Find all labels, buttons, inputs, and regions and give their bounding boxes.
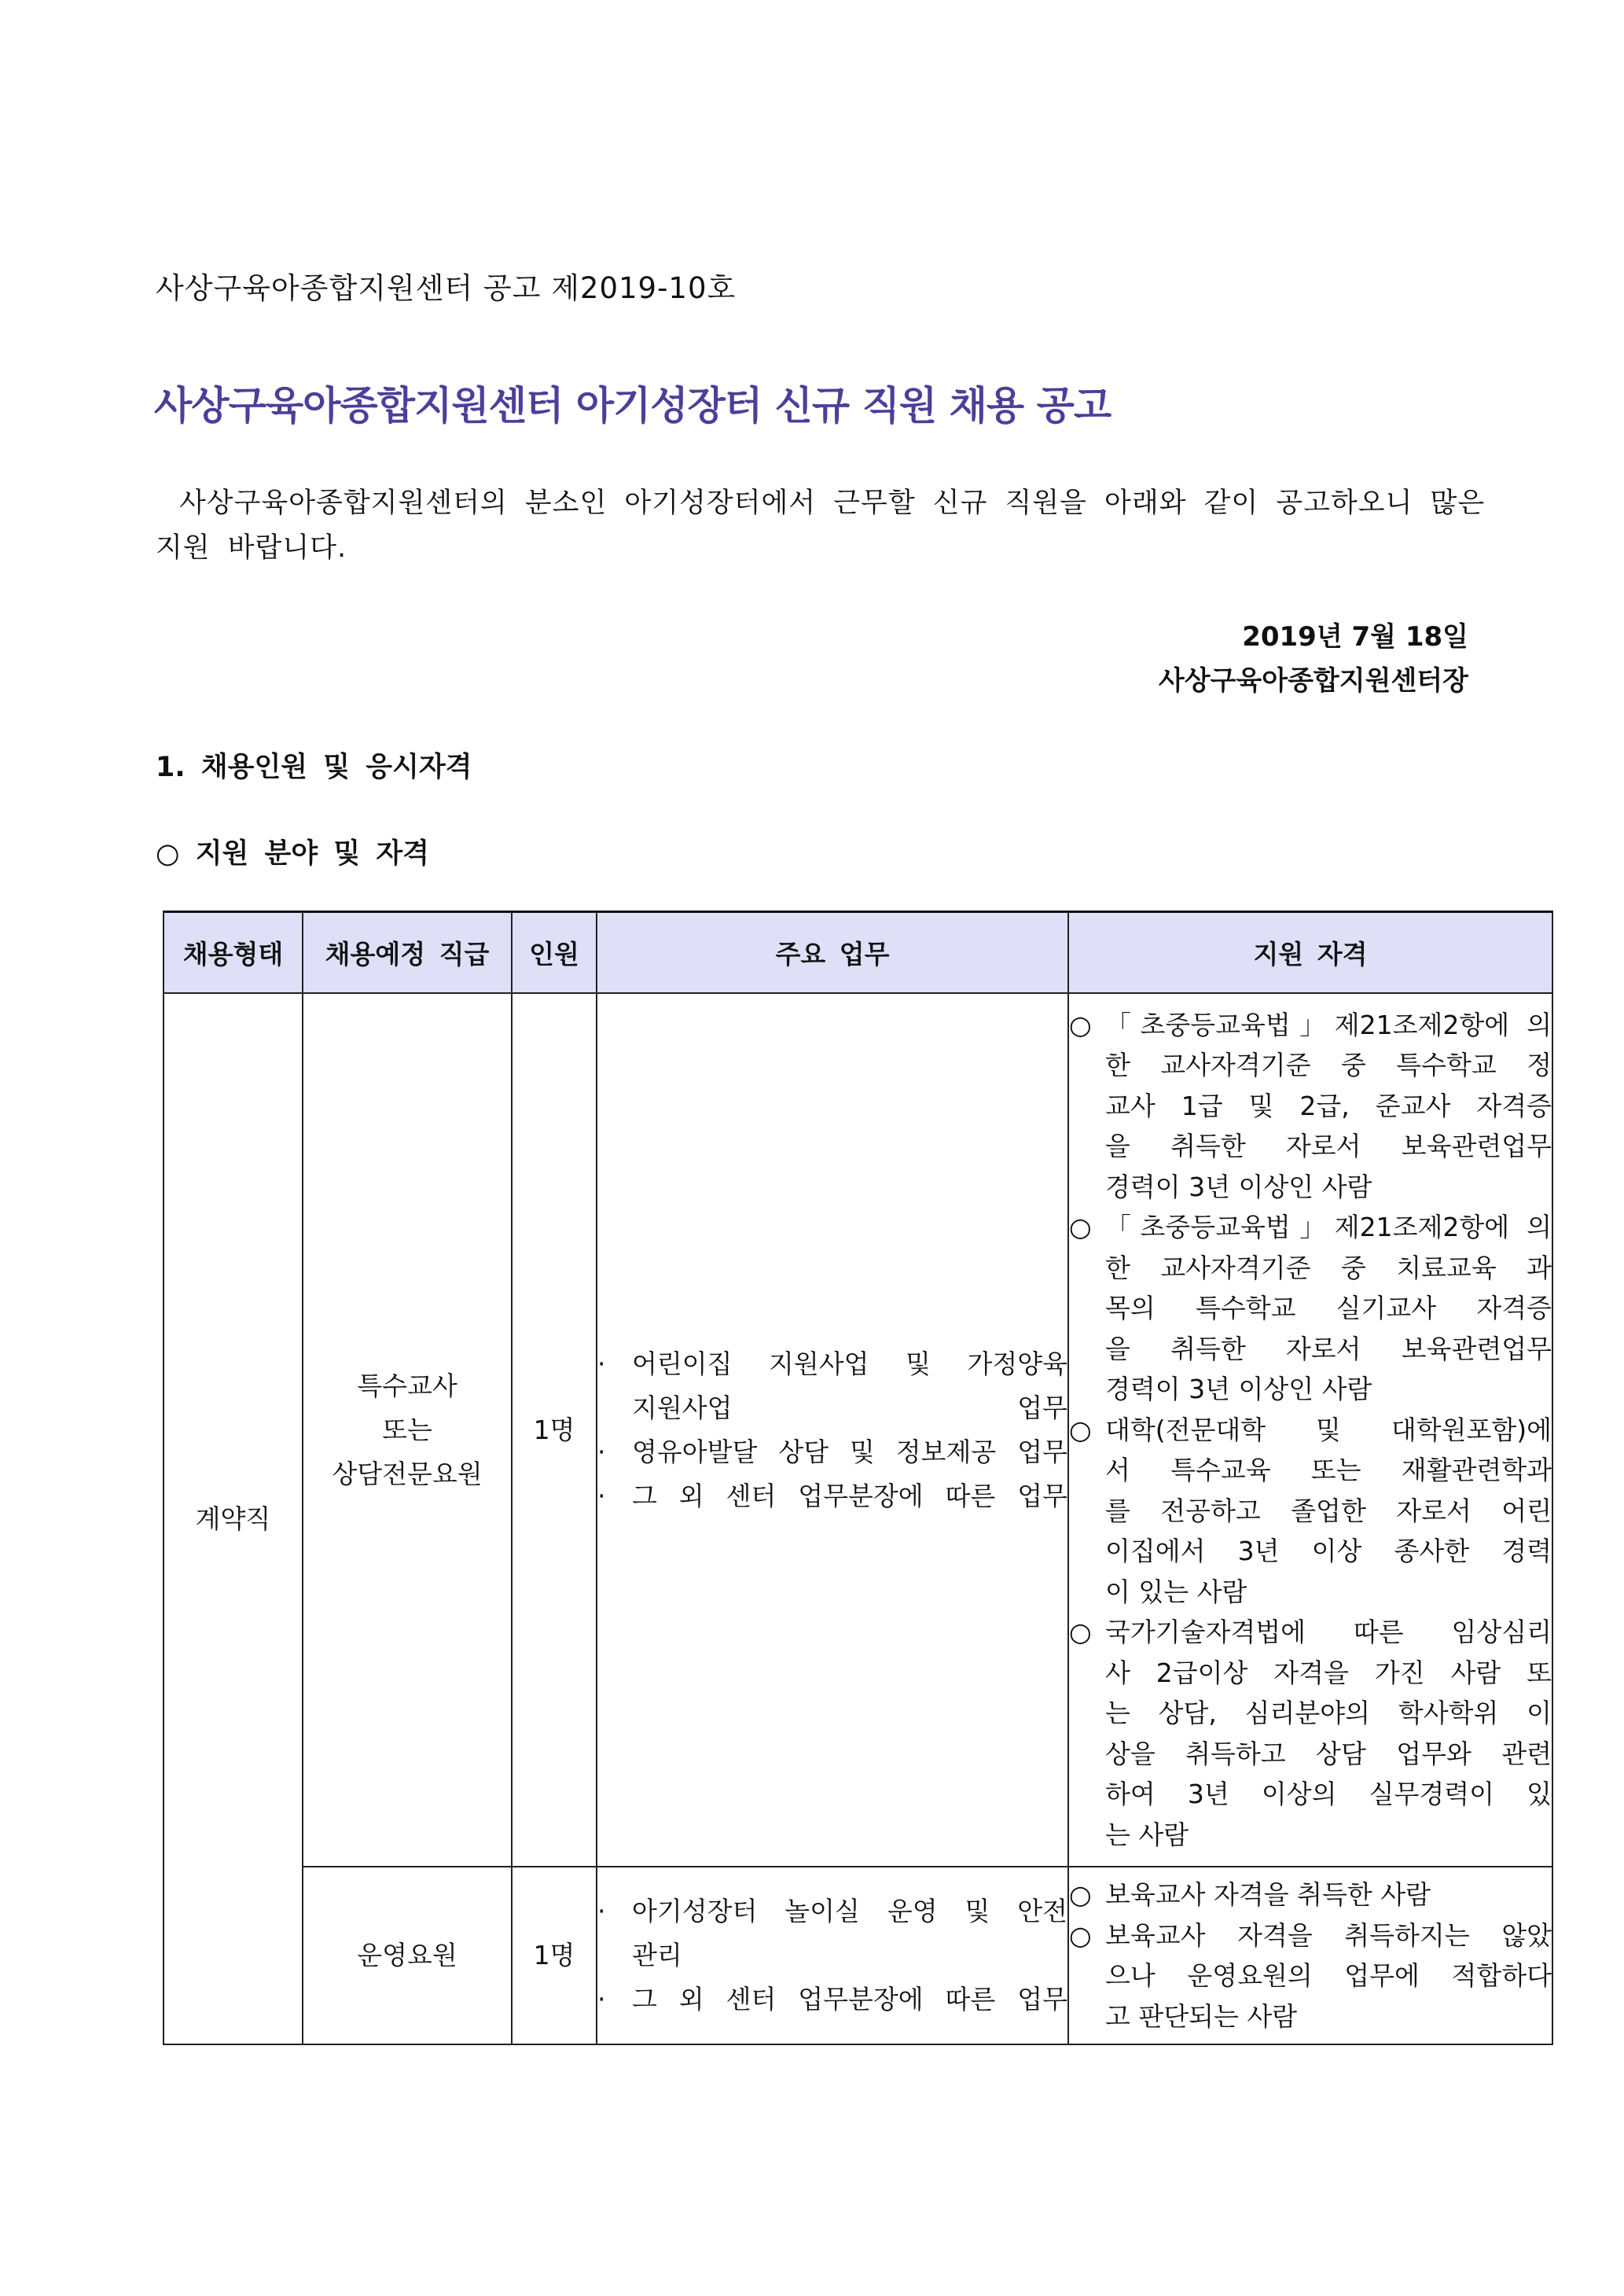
position-line: 특수교사 [357, 1370, 457, 1401]
qualification-text: ○ 「초중등교육법」제21조제2항에 의 [1105, 1009, 1552, 1040]
qualification-text: 교사 1급 및 2급, 준교사 자격증 [1105, 1090, 1552, 1121]
signature-block [1159, 615, 1468, 703]
duty-item [597, 1978, 1067, 2022]
qualification-item [1069, 1410, 1552, 1613]
qualification-text: ○ 대학(전문대학 및 대학원포함)에 [1105, 1414, 1552, 1445]
duties-cell [597, 1867, 1068, 2044]
header-employment-type: 채용형태 [164, 912, 303, 994]
duty-text: · 어린이집 지원사업 및 가정양육 [632, 1348, 1067, 1379]
qualification-text: 한 교사자격기준 중 특수학교 정 [1105, 1050, 1552, 1081]
qualification-item [1069, 1005, 1552, 1208]
qualification-text: ○ 보육교사 자격을 취득하지는 않았 [1105, 1919, 1552, 1951]
recruitment-table [163, 911, 1553, 2045]
qualification-text: 을 취득한 자로서 보육관련업무 [1105, 1333, 1552, 1364]
qualification-text: 상을 취득하고 상담 업무와 관련 [1105, 1738, 1552, 1769]
count-cell: 1명 [512, 993, 597, 1867]
qualification-text: ○ 국가기술자격법에 따른 임상심리 [1105, 1617, 1552, 1648]
duty-item [597, 1474, 1067, 1518]
position-line: 또는 [382, 1414, 432, 1445]
qualification-text: 는 사람 [1105, 1819, 1189, 1850]
intro-paragraph [156, 481, 1486, 571]
header-qualifications: 지원 자격 [1068, 912, 1552, 994]
issuer-name: 사상구육아종합지원센터장 [1158, 665, 1468, 697]
intro-line-2: 지원 바랍니다. [156, 532, 347, 564]
qualifications-cell [1068, 993, 1552, 1867]
qualification-text: 이집에서 3년 이상 종사한 경력 [1105, 1536, 1552, 1567]
duty-text: · 영유아발달 상담 및 정보제공 업무 [632, 1436, 1067, 1467]
qualification-text: 을 취득한 자로서 보육관련업무 [1105, 1131, 1552, 1162]
position-cell [303, 1867, 512, 2044]
qualification-item [1069, 1612, 1552, 1855]
qualification-text: 이 있는 사람 [1105, 1576, 1247, 1607]
qualification-text: 으나 운영요원의 업무에 적합하다 [1105, 1960, 1552, 1991]
duty-text: · 그 외 센터 업무분장에 따른 업무 [632, 1480, 1067, 1511]
qualification-item [1069, 1915, 1552, 2037]
duty-item [597, 1889, 1067, 1978]
duty-text: 관리 [632, 1940, 682, 1970]
table-row [164, 993, 1552, 1867]
qualifications-cell [1068, 1867, 1552, 2044]
qualification-text: 한 교사자격기준 중 치료교육 과 [1105, 1252, 1552, 1283]
duty-item [597, 1342, 1067, 1430]
qualification-text: 를 전공하고 졸업한 자로서 어린 [1105, 1495, 1552, 1526]
qualification-item [1069, 1207, 1552, 1410]
qualification-text: 는 상담, 심리분야의 학사학위 이 [1105, 1698, 1552, 1729]
header-count: 인원 [512, 912, 597, 994]
qualification-text: 경력이 3년 이상인 사람 [1105, 1374, 1372, 1405]
page-title: 사상구육아종합지원센터 아기성장터 신규 직원 채용 공고 [154, 383, 1111, 429]
qualification-text: 하여 3년 이상의 실무경력이 있 [1105, 1779, 1552, 1810]
duty-text: · 아기성장터 놀이실 운영 및 안전 [632, 1896, 1067, 1926]
table-header-row [164, 912, 1552, 994]
qualification-text: ○ 「초중등교육법」제21조제2항에 의 [1105, 1212, 1552, 1243]
header-position: 채용예정 직급 [303, 912, 512, 994]
section-heading: 1. 채용인원 및 응시자격 [156, 752, 472, 783]
qualification-text: 서 특수교육 또는 재활관련학과 [1105, 1455, 1552, 1486]
position-line: 운영요원 [357, 1940, 457, 1970]
qualification-text: 사 2급이상 자격을 가진 사람 또 [1105, 1657, 1552, 1688]
duties-cell [597, 993, 1068, 1867]
qualification-text: 고 판단되는 사람 [1105, 2000, 1298, 2032]
notice-number: 사상구육아종합지원센터 공고 제2019-10호 [156, 271, 737, 305]
duty-item [597, 1430, 1067, 1474]
position-line: 상담전문요원 [332, 1458, 483, 1489]
qualification-text: 경력이 3년 이상인 사람 [1105, 1171, 1372, 1202]
position-cell [303, 993, 512, 1867]
header-duties: 주요 업무 [597, 912, 1068, 994]
duty-text: · 그 외 센터 업무분장에 따른 업무 [632, 1984, 1067, 2015]
duty-text: 지원사업 업무 [632, 1392, 1067, 1423]
count-cell: 1명 [512, 1867, 597, 2044]
subsection-heading: ○ 지원 분야 및 자격 [156, 838, 429, 870]
qualification-text: 목의 특수학교 실기교사 자격증 [1105, 1293, 1552, 1324]
qualification-item [1069, 1875, 1552, 1915]
notice-date: 2019년 7월 18일 [1242, 621, 1468, 653]
table-row [164, 1867, 1552, 2044]
qualification-text: ○ 보육교사 자격을 취득한 사람 [1105, 1879, 1431, 1910]
employment-type-cell: 계약직 [164, 993, 303, 2044]
intro-line-1: 사상구육아종합지원센터의 분소인 아기성장터에서 근무할 신규 직원을 아래와 같이 공고하오니 많은 [179, 488, 1486, 519]
